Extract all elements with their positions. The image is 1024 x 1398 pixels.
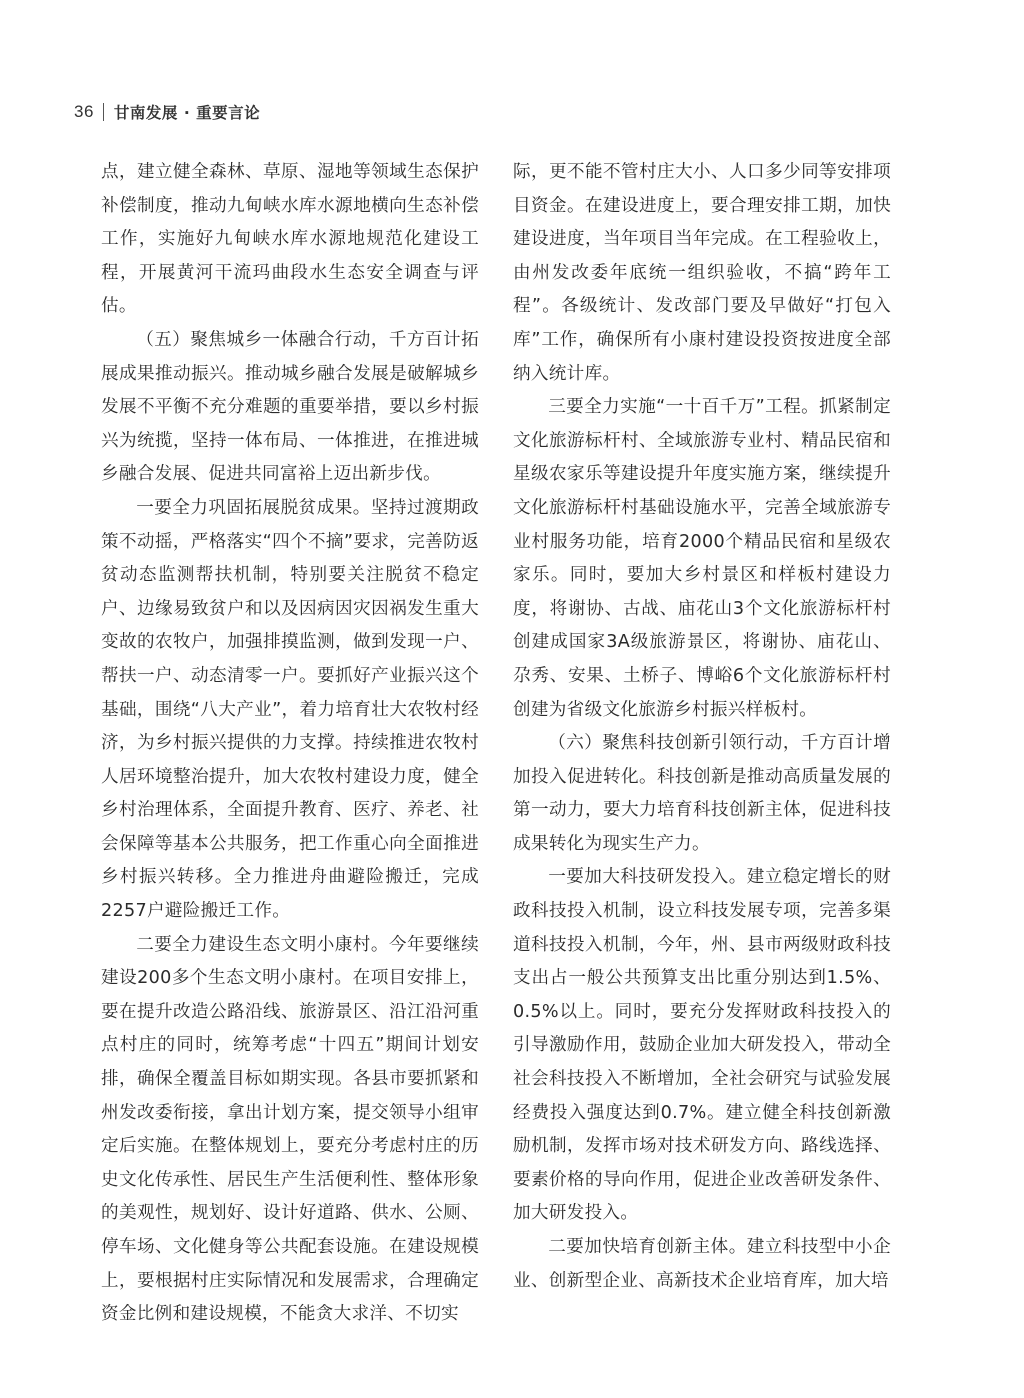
- right-column: [513, 156, 891, 1298]
- paragraph-continued: 点，建立健全森林、草原、湿地等领域生态保护补偿制度，推动九甸峡水库水源地横向生态补偿工作，实施好九甸峡水库水源地规范化建设工程，开展黄河干流玛曲段水生态安全调查与评估。: [101, 162, 479, 317]
- paragraph: 三要全力实施“一十百千万”工程。抓紧制定文化旅游标杆村、全域旅游专业村、精品民宿和星级农家乐等建设提升年度实施方案，继续提升文化旅游标杆村基础设施水平，完善全域旅游专业村服务功能，培育2000个精品民宿和星级农家乐。同时，要加大乡村景区和样板村建设力度，将谢协、古战、庙花山3个文化旅游标杆村创建成国家3A级旅游景区，将谢协、庙花山、尕秀、安果、土桥子、博峪6个文化旅游标杆村创建为省级文化旅游乡村振兴样板村。: [513, 397, 891, 720]
- running-title: 甘南发展 · 重要言论: [113, 104, 261, 122]
- paragraph: 二要全力建设生态文明小康村。今年要继续建设200多个生态文明小康村。在项目安排上，要在提升改造公路沿线、旅游景区、沿江沿河重点村庄的同时，统筹考虑“十四五”期间计划安排，确保全覆盖目标如期实现。各县市要抓紧和州发改委衔接，拿出计划方案，提交领导小组审定后实施。在整体规划上，要充分考虑村庄的历史文化传承性、居民生产生活便利性、整体形象的美观性，规划好、设计好道路、供水、公厕、停车场、文化健身等公共配套设施。在建设规模上，要根据村庄实际情况和发展需求，合理确定资金比例和建设规模，不能贪大求洋、不切实: [101, 934, 479, 1325]
- paragraph: 二要加快培育创新主体。建立科技型中小企业、创新型企业、高新技术企业培育库，加大培: [513, 1237, 891, 1291]
- page-number: 36: [74, 102, 94, 121]
- paragraph: 一要全力巩固拓展脱贫成果。坚持过渡期政策不动摇，严格落实“四个不摘”要求，完善防返贫动态监测帮扶机制，特别要关注脱贫不稳定户、边缘易致贫户和以及因病因灾因祸发生重大变故的农牧户，加强排摸监测，做到发现一户、帮扶一户、动态清零一户。要抓好产业振兴这个基础，围绕“八大产业”，着力培育壮大农牧村经济，为乡村振兴提供的力支撑。持续推进农牧村人居环境整治提升，加大农牧村建设力度，健全乡村治理体系，全面提升教育、医疗、养老、社会保障等基本公共服务，把工作重心向全面推进乡村振兴转移。全力推进舟曲避险搬迁，完成2257户避险搬迁工作。: [101, 497, 479, 922]
- paragraph-section-6: （六）聚焦科技创新引领行动，千方百计增加投入促进转化。科技创新是推动高质量发展的第一动力，要大力培育科技创新主体，促进科技成果转化为现实生产力。: [513, 733, 891, 854]
- header-divider: [103, 103, 104, 121]
- left-column: [101, 156, 479, 1332]
- paragraph-continued: 际，更不能不管村庄大小、人口多少同等安排项目资金。在建设进度上，要合理安排工期，加快建设进度，当年项目当年完成。在工程验收上，由州发改委年底统一组织验收，不搞“跨年工程”。各级统计、发改部门要及早做好“打包入库”工作，确保所有小康村建设投资按进度全部纳入统计库。: [513, 162, 891, 384]
- page-header: [74, 99, 260, 125]
- paragraph-section-5: （五）聚焦城乡一体融合行动，千方百计拓展成果推动振兴。推动城乡融合发展是破解城乡发展不平衡不充分难题的重要举措，要以乡村振兴为统揽，坚持一体布局、一体推进，在推进城乡融合发展、促进共同富裕上迈出新步伐。: [101, 329, 479, 485]
- paragraph: 一要加大科技研发投入。建立稳定增长的财政科技投入机制，设立科技发展专项，完善多渠道科技投入机制，今年，州、县市两级财政科技支出占一般公共预算支出比重分别达到1.5%、0.5%以上。同时，要充分发挥财政科技投入的引导激励作用，鼓励企业加大研发投入，带动全社会科技投入不断增加，全社会研究与试验发展经费投入强度达到0.7%。建立健全科技创新激励机制，发挥市场对技术研发方向、路线选择、要素价格的导向作用，促进企业改善研发条件、加大研发投入。: [513, 867, 891, 1224]
